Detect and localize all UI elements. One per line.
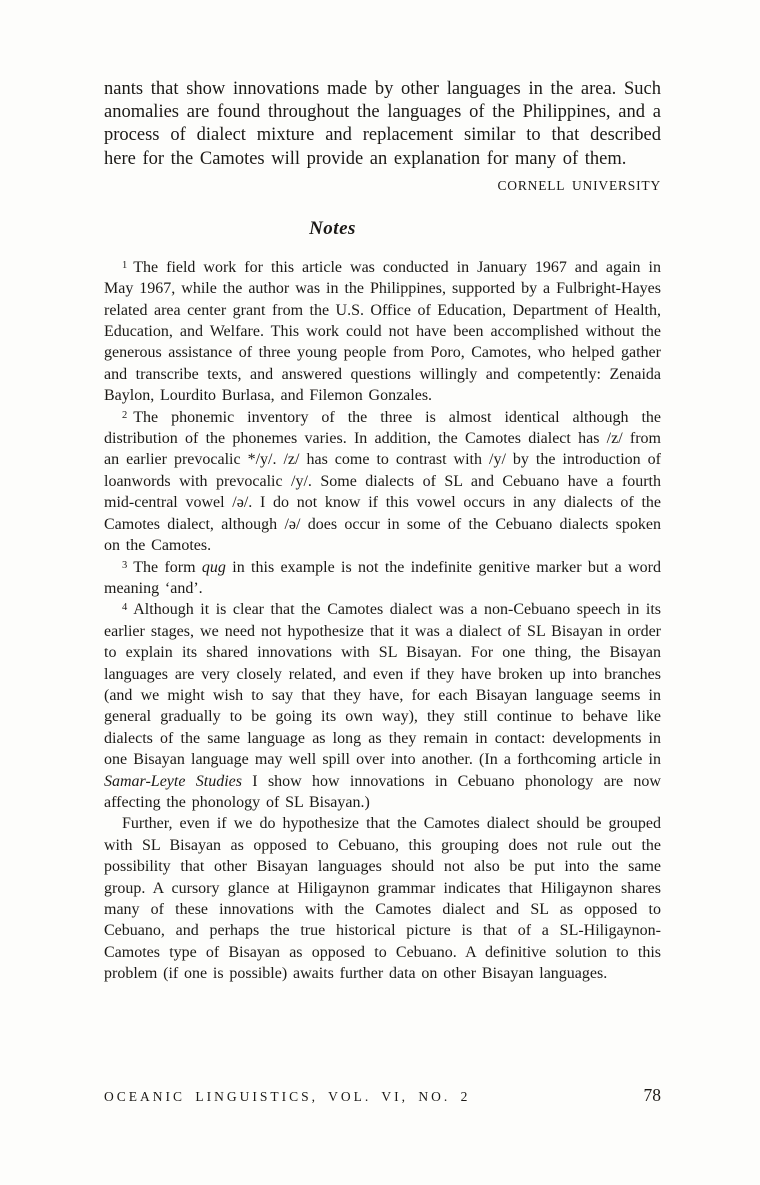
footnote-4-marker: 4 (122, 602, 128, 614)
notes-heading: Notes (309, 217, 356, 239)
text-segment: The form (133, 558, 202, 576)
footnote-4-continuation-text (104, 815, 661, 982)
footnote-3-marker: 3 (122, 559, 128, 571)
text-segment: in this example is not the indefinite genitive marker but a word meaning ‘and’. (104, 558, 662, 597)
footnote-4-text (104, 601, 661, 811)
footnote-3 (104, 557, 661, 600)
footnotes-section (104, 257, 661, 985)
footnote-4 (104, 599, 661, 813)
footnote-3-text (104, 559, 661, 597)
text-segment: qug (201, 558, 226, 576)
text-segment: Further, even if we do hypothesize that the Camotes dialect should be grouped with SL Bisayan as opposed to Cebuano, this grouping does not rule out the possibility that other Bisayan languages should not also be put into the same group. A cursory glance at Hiligaynon grammar indicates that Hiligaynon shares many of these innovations with the Camotes dialect and SL as opposed to Cebuano, and perhaps the true historical picture is that of a SL-Hiligaynon-Camotes type of Bisayan as opposed to Cebuano. A definitive solution to this problem (if one is possible) awaits further data on other Bisayan languages. (104, 815, 661, 983)
text-segment: I show how innovations in Cebuano phonology are now affecting the phonology of SL Bisayan.) (104, 772, 661, 811)
footnote-2-text (104, 409, 661, 554)
footnote-2-marker: 2 (122, 409, 128, 421)
footnote-1-marker: 1 (122, 259, 128, 271)
text-segment: The field work for this article was conducted in January 1967 and again in May 1967, while the author was in the Philippines, supported by a Fulbright-Hayes related area center grant from the U.S. Office of Education, Department of Health, Education, and Welfare. This work could not have been accomplished without the generous assistance of three young people from Poro, Camotes, who helped gather and transcribe texts, and answered questions willingly and competently: Zenaida Baylon, Lourdito Burlasa, and Filemon Gonzales. (104, 258, 661, 405)
footnote-1 (104, 257, 661, 407)
closing-paragraph: nants that show innovations made by other languages in the area. Such anomalies are found throughout the languages of the Philippines, and a process of dialect mixture and replacement similar to that described here for the Camotes will provide an explanation for many of them. (104, 79, 661, 169)
footnote-2 (104, 407, 661, 557)
journal-reference: OCEANIC LINGUISTICS, VOL. VI, NO. 2 (104, 1089, 471, 1104)
page-content (104, 78, 661, 985)
page-number: 78 (643, 1085, 661, 1105)
footnote-1-text (104, 259, 661, 404)
text-segment: Although it is clear that the Camotes dialect was a non-Cebuano speech in its earlier stages, we need not hypothesize that it was a dialect of SL Bisayan in order to explain its shared innovations with SL Bisayan. For one thing, the Bisayan languages are very closely related, and even if they have broken up into branches (and we might wish to say that they have, for each Bisayan language seems in general gradually to be going its own way), they still continue to behave like dialects of the same language as long as they remain in contact: developments in one Bisayan language may well spill over into another. (In a forthcoming article in (104, 601, 661, 769)
page-footer (104, 1085, 661, 1106)
author-affiliation: CORNELL UNIVERSITY (497, 177, 661, 193)
footnote-4-continuation (104, 813, 661, 984)
text-segment: The phonemic inventory of the three is almost identical although the distribution of the phonemes varies. In addition, the Camotes dialect has /z/ from an earlier prevocalic */y/. /z/ has come to contrast with /y/ by the introduction of loanwords with prevocalic /y/. Some dialects of SL and Cebuano have a fourth mid-central vowel /ə/. I do not know if this vowel occurs in any dialects of the Camotes dialect, although /ə/ does occur in some of the Cebuano dialects spoken on the Camotes. (104, 408, 661, 555)
text-segment: Samar-Leyte Studies (104, 772, 242, 790)
